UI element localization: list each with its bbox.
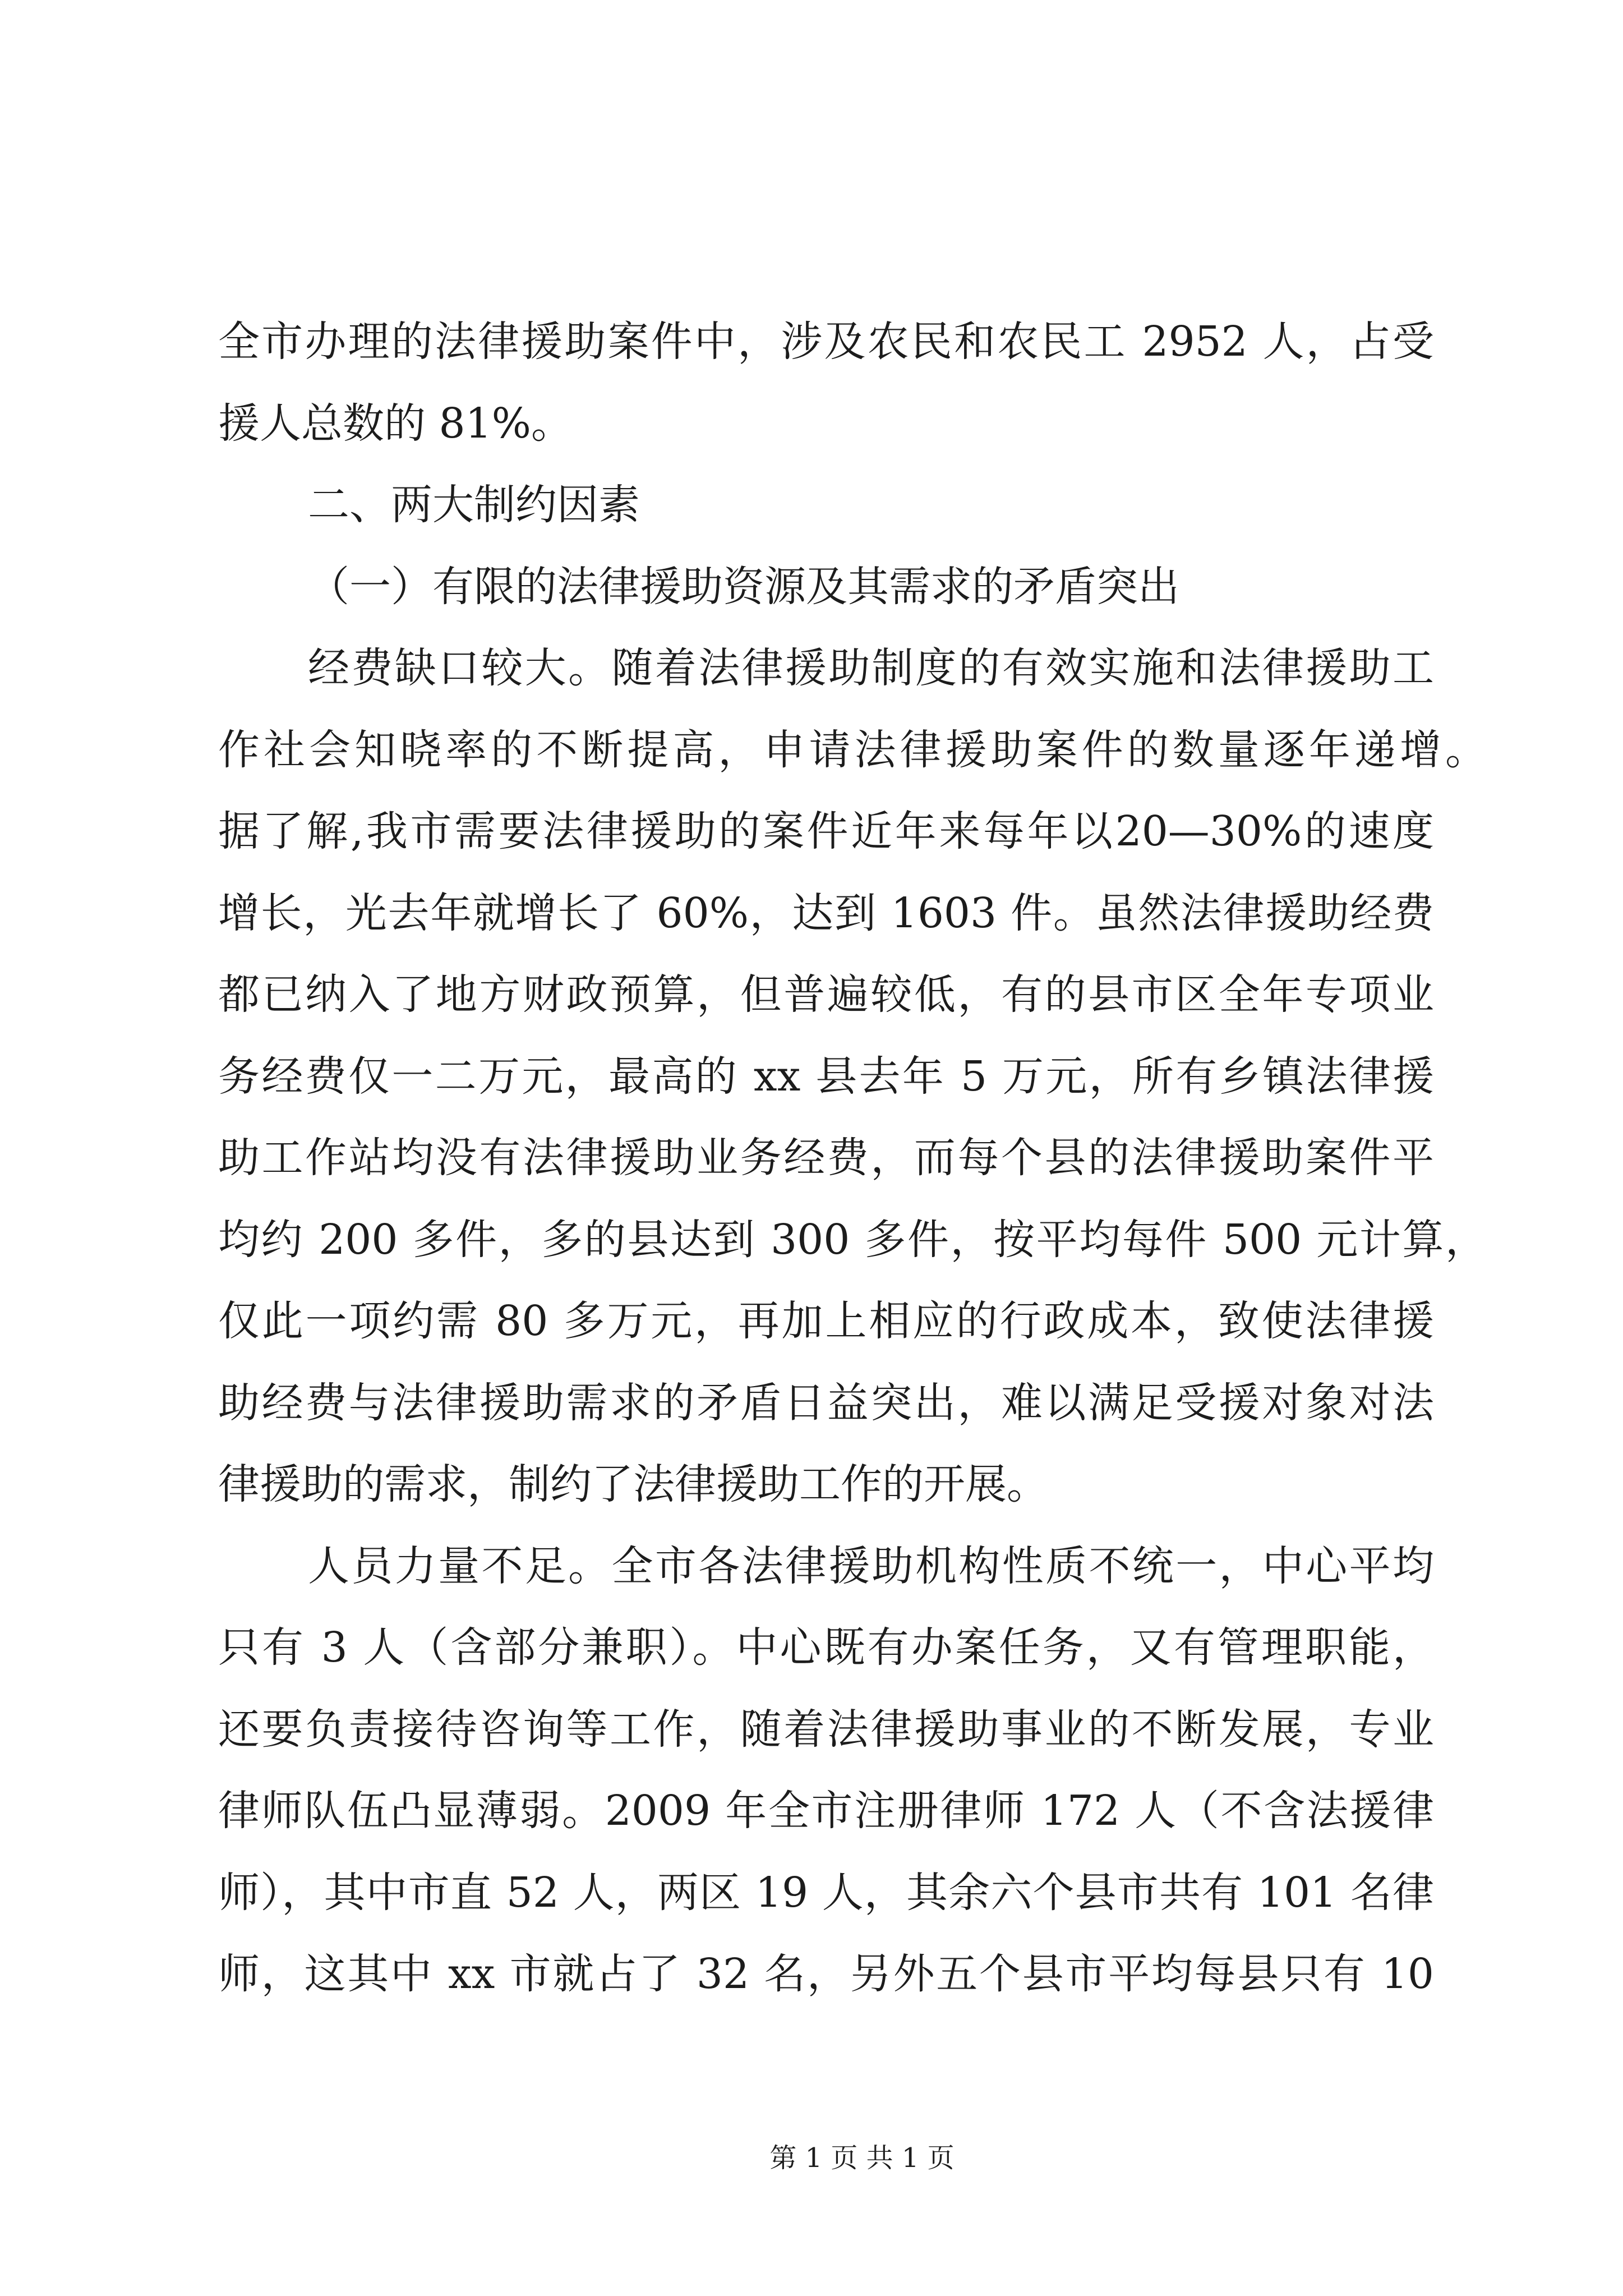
body-line: 均约 200 多件，多的县达到 300 多件，按平均每件 500 元计算， [218,1215,1487,1264]
body-line: 援人总数的 81%。 [218,399,573,448]
document-body [218,301,1487,2016]
section-heading-text: 二、两大制约因素 [308,481,640,529]
paragraph-funding-gap [218,628,1487,1526]
body-line: 仅此一项约需 80 多万元，再加上相应的行政成本，致使法律援 [218,1297,1434,1345]
body-line: 律师队伍凸显薄弱。2009 年全市注册律师 172 人（不含法援律 [218,1787,1434,1835]
body-line: 都已纳入了地方财政预算，但普遍较低，有的县市区全年专项业 [218,970,1434,1019]
body-line: 经费缺口较大。随着法律援助制度的有效实施和法律援助工 [308,644,1434,692]
subsection-heading [218,546,1434,628]
body-line: 还要负责接待咨询等工作，随着法律援助事业的不断发展，专业 [218,1705,1434,1754]
body-line: 只有 3 人（含部分兼职）。中心既有办案任务，又有管理职能， [218,1623,1434,1672]
body-line: 助经费与法律援助需求的矛盾日益突出，难以满足受援对象对法 [218,1378,1434,1427]
section-heading [218,464,1434,546]
paragraph-continuation [218,301,1434,464]
body-line: 据了解,我市需要法律援助的案件近年来每年以20—30%的速度 [218,807,1434,855]
body-line: 助工作站均没有法律援助业务经费，而每个县的法律援助案件平 [218,1134,1434,1182]
body-line: 全市办理的法律援助案件中，涉及农民和农民工 2952 人，占受 [218,318,1434,366]
body-line: 增长，光去年就增长了 60%，达到 1603 件。虽然法律援助经费 [218,889,1434,937]
body-line: 人员力量不足。全市各法律援助机构性质不统一，中心平均 [308,1542,1434,1590]
body-line: 师，这其中 xx 市就占了 32 名，另外五个县市平均每县只有 10 [218,1950,1434,1998]
subsection-heading-text: （一）有限的法律援助资源及其需求的矛盾突出 [308,562,1179,611]
body-line: 作社会知晓率的不断提高，申请法律援助案件的数量逐年递增。 [218,725,1487,774]
paragraph-staffing [218,1526,1434,2016]
body-line: 务经费仅一二万元，最高的 xx 县去年 5 万元，所有乡镇法律援 [218,1052,1434,1101]
page-footer: 第 1 页 共 1 页 [769,2142,955,2174]
body-line: 师），其中市直 52 人，两区 19 人，其余六个县市共有 101 名律 [218,1868,1434,1917]
body-line: 律援助的需求，制约了法律援助工作的开展。 [218,1460,1048,1508]
